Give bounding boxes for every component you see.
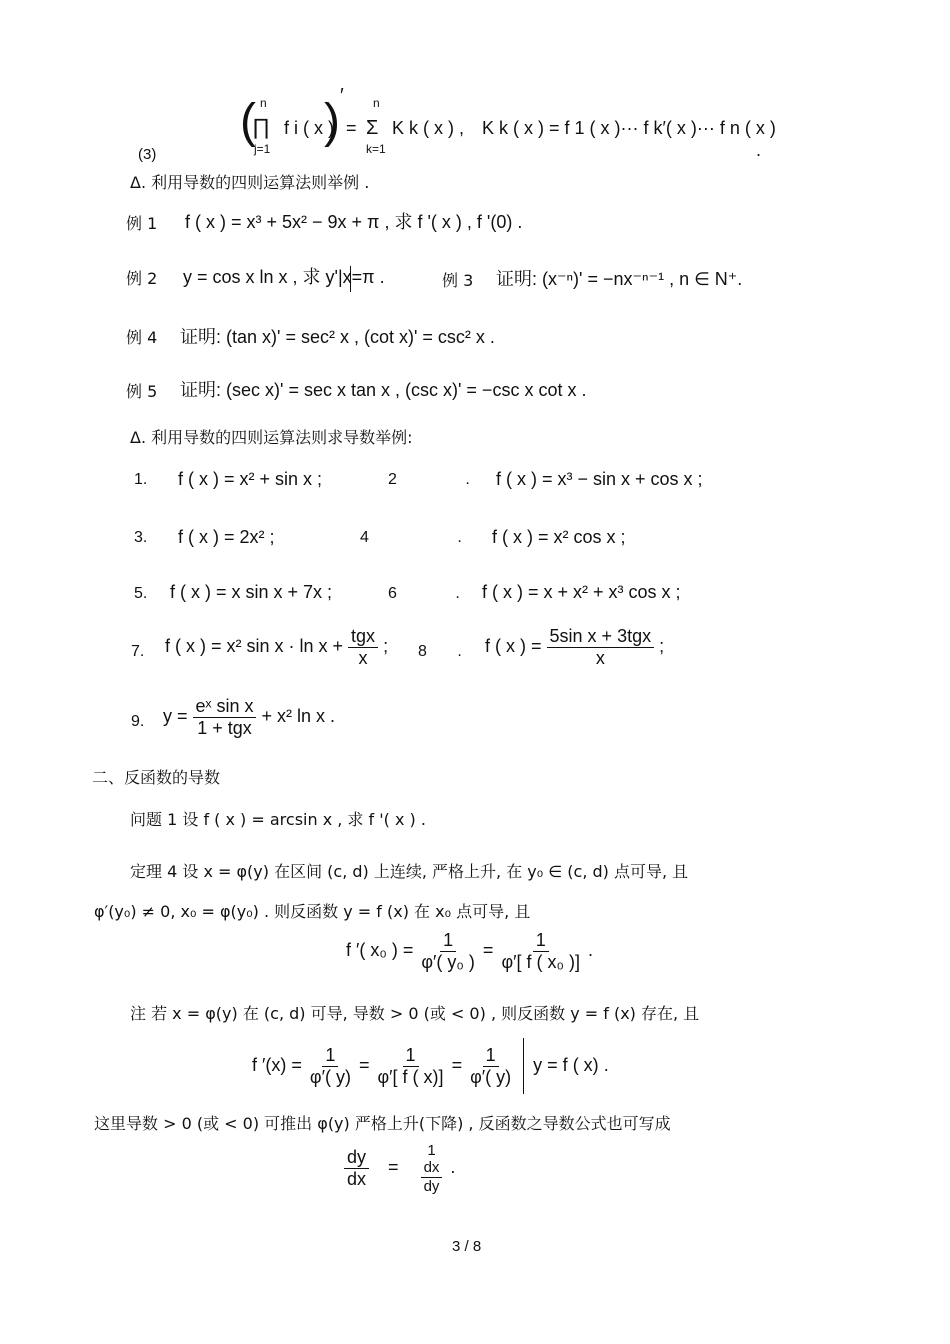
note-line-1: 注 若 x = φ(y) 在 (c, d) 可导, 导数 > 0 (或 < 0) , 则反函数 y = f (x) 存在, 且	[130, 1004, 700, 1023]
equals-sign: =	[482, 939, 494, 960]
fraction	[467, 1045, 514, 1087]
page-number: 3 / 8	[452, 1238, 482, 1255]
exercise-content: f ( x ) = x² sin x · ln x +	[165, 635, 344, 656]
example-label: 例 5	[126, 382, 158, 401]
exercise-content: f ( x ) = x sin x + 7x ;	[170, 582, 333, 602]
fraction	[498, 930, 583, 972]
fraction	[344, 1147, 369, 1189]
fraction	[307, 1045, 354, 1087]
equals-sign: =	[358, 1054, 370, 1075]
paren-right: )	[324, 95, 340, 148]
equals-sign: =	[451, 1054, 463, 1075]
denominator: 1 + tgx	[197, 717, 252, 738]
period: .	[587, 939, 593, 960]
equals-sign: =	[346, 118, 357, 138]
example-label: 例 1	[126, 214, 158, 233]
example-label: 例 3	[442, 271, 474, 290]
exercise-label: 8 .	[418, 643, 462, 660]
denominator: φ′( y₀ )	[421, 951, 475, 972]
paren-left: (	[240, 95, 256, 148]
fraction	[193, 696, 257, 738]
denominator: dy	[423, 1177, 440, 1195]
product-symbol: ∏	[252, 114, 271, 139]
exercise-label: 3.	[134, 529, 148, 546]
example-label: 例 2	[126, 269, 158, 288]
exercise-label: 5.	[134, 585, 148, 602]
example-content: 证明: (x⁻ⁿ)' = −nx⁻ⁿ⁻¹ , n ∈ N⁺.	[496, 269, 743, 289]
terminator: ;	[383, 635, 389, 656]
denominator: dx	[347, 1168, 367, 1189]
theorem-4-line-1: 定理 4 设 x = φ(y) 在区间 (c, d) 上连续, 严格上升, 在 y₀ ∈ (c, d) 点可导, 且	[130, 862, 689, 881]
closing-formula	[344, 1142, 455, 1195]
denominator: φ′( y)	[309, 1066, 351, 1087]
sum-body: K k ( x ) ,	[392, 118, 464, 138]
numerator: 1	[440, 930, 456, 952]
sum-symbol: Σ	[366, 117, 379, 139]
numerator: tgx	[348, 626, 378, 648]
period: .	[450, 1157, 456, 1178]
evaluation-bar	[350, 266, 351, 292]
denominator	[418, 1159, 446, 1195]
denominator: φ′[ f ( x₀ )]	[501, 951, 580, 972]
equals-sign: =	[388, 1157, 399, 1178]
exercise-content: f ( x ) = x + x² + x³ cos x ;	[482, 582, 681, 602]
period: .	[756, 140, 762, 160]
formula-lhs: f ′( x₀ ) =	[346, 939, 414, 960]
exercise-content: f ( x ) = x² cos x ;	[492, 527, 626, 547]
denominator: x	[595, 647, 605, 668]
exercise-label: 4 .	[360, 529, 462, 546]
example-content: 证明: (sec x)' = sec x tan x , (csc x)' = −csc x cot x .	[180, 380, 587, 400]
numerator: dy	[344, 1147, 369, 1169]
example-content: 证明: (tan x)' = sec² x , (cot x)' = csc² x .	[180, 327, 495, 347]
example-label: 例 4	[126, 328, 158, 347]
terminator: ;	[659, 635, 665, 656]
numerator: 1	[403, 1045, 419, 1067]
exercise-fraction-row	[485, 626, 664, 668]
k-definition: K k ( x ) = f 1 ( x )··· f k′( x )··· f n ( x )	[482, 118, 776, 138]
numerator: 5sin x + 3tgx	[547, 626, 655, 648]
theorem-4-formula	[346, 930, 593, 972]
problem-1: 问题 1 设 f ( x ) = arcsin x , 求 f '( x ) .	[130, 810, 426, 829]
prod-bottom-index: j=1	[254, 142, 271, 156]
example-content: y = cos x ln x , 求 y'|x=π .	[183, 267, 385, 287]
exercise-content: f ( x ) = x² + sin x ;	[178, 469, 323, 489]
section-heading-inverse: 二、反函数的导数	[92, 768, 221, 787]
numerator: 1	[322, 1045, 338, 1067]
exercise-label: 7.	[131, 643, 145, 660]
exercise-label: 1.	[134, 471, 148, 488]
prime-mark: ′	[340, 85, 344, 107]
evaluation-point: y = f ( x)	[533, 1054, 599, 1075]
theorem-4-line-2: φ′(y₀) ≠ 0, x₀ = φ(y₀) . 则反函数 y = f (x) 在 x₀ 点可导, 且	[94, 902, 531, 921]
denominator: x	[358, 647, 368, 668]
fraction	[418, 930, 478, 972]
exercise-fraction-row	[163, 696, 335, 738]
note-formula	[252, 1038, 609, 1094]
sum-bottom-index: k=1	[366, 142, 386, 156]
numerator: 1	[483, 1045, 499, 1067]
numerator: 1	[427, 1142, 436, 1159]
fraction	[348, 626, 378, 668]
terminator: + x² ln x .	[261, 705, 336, 726]
numerator: eˣ sin x	[193, 696, 257, 718]
section-heading-examples: Δ. 利用导数的四则运算法则举例 .	[130, 173, 370, 192]
exercise-content: f ( x ) = 2x² ;	[178, 527, 275, 547]
product-body: f i ( x )	[284, 118, 334, 138]
product-formula	[240, 85, 776, 162]
exercise-content: f ( x ) =	[485, 635, 542, 656]
evaluation-bar	[523, 1038, 524, 1094]
prod-top-index: n	[260, 96, 267, 110]
fraction	[375, 1045, 447, 1087]
denominator: φ′( y)	[470, 1066, 512, 1087]
item3-label: (3)	[138, 146, 157, 163]
fraction	[547, 626, 655, 668]
closing-line: 这里导数 > 0 (或 < 0) 可推出 φ(y) 严格上升(下降) , 反函数之导数公式也可写成	[94, 1114, 671, 1133]
example-content: f ( x ) = x³ + 5x² − 9x + π , 求 f '( x ) , f '(0) .	[185, 212, 523, 232]
exercise-content: f ( x ) = x³ − sin x + cos x ;	[496, 469, 703, 489]
exercise-label: 9.	[131, 713, 145, 730]
numerator: dx	[421, 1159, 443, 1177]
exercise-label: 6 .	[388, 585, 460, 602]
numerator: 1	[533, 930, 549, 952]
exercise-label: 2 .	[388, 471, 470, 488]
fraction	[418, 1142, 446, 1195]
section-heading-exercises: Δ. 利用导数的四则运算法则求导数举例:	[130, 428, 413, 447]
nested-fraction	[421, 1159, 443, 1195]
formula-lhs: f ′(x) =	[252, 1054, 302, 1075]
period: .	[603, 1054, 609, 1075]
denominator: φ′[ f ( x)]	[377, 1066, 444, 1087]
exercise-fraction-row	[165, 626, 388, 668]
sum-top-index: n	[373, 96, 380, 110]
exercise-content: y =	[163, 705, 188, 726]
